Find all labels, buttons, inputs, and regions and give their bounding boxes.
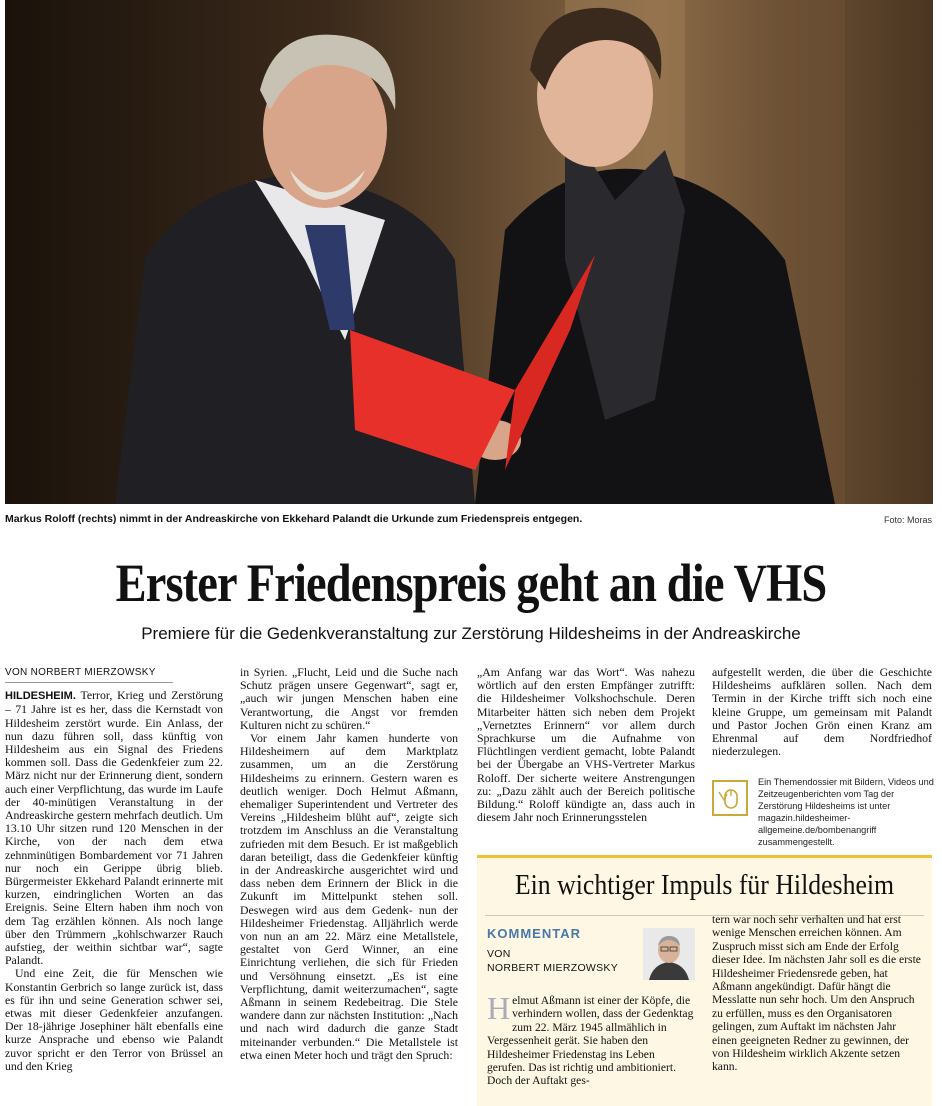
photo-caption: Markus Roloff (rechts) nimmt in der Andreaskirche von Ekkehard Palandt die Urkunde zum Friedenspreis entgegen. — [5, 513, 583, 525]
article-column-3 — [477, 666, 695, 824]
byline: VON NORBERT MIERZOWSKY — [5, 666, 173, 683]
paragraph: in Syrien. „Flucht, Leid und die Suche nach Schutz prägen unsere Gegenwart“, sagt er, „auch wir jungen Menschen haben eine Verantwortung, die Angst vor fremden Kulturen nicht zu schüren.“ — [240, 665, 458, 732]
dateline: HILDESHEIM. — [5, 690, 76, 703]
commentary-column-2: tern war noch sehr verhalten und hat erst wenige Menschen erreichen können. Am Zuspruch misst sich am Ende der Erfolg dieser Idee. Im nächsten Jahr soll es die erste Hildesheimer Friedensrede geben, hat Aßmann angekündigt. Dafür hängt die Messlatte nun sehr hoch. Um den Anspruch zu erfüllen, muss es den Organisatoren gelingen, zum Auftakt im nächsten Jahr einen geeigneten Redner zu gewinnen, der von Hildesheim wirklich Akzente setzen kann. — [712, 913, 921, 1074]
commentary-box — [477, 855, 932, 1106]
article-column-1 — [5, 666, 223, 1073]
paragraph-text: Terror, Krieg und Zerstörung – 71 Jahre ist es her, dass die Kernstadt von Hildesheim zerstört wurde. Ein Anlass, der nun dazu führen soll, dass künftig von Hildesheim aus ein Signal des Friedens kommen soll. Dass die Gedenkfeier zum 22. März nicht nur der Erinnerung dient, sondern auch einer Verpflichtung, das wurde im Laufe der 40-minütigen Veranstaltung in der Andreaskirche gestern mehrfach deutlich. Um 13.10 Uhr sitzen rund 120 Menschen in der Kirche, von der nach dem etwa zehnminütigen Bombardement vor 71 Jahren nur noch ein Gerippe übrig blieb. Bürgermeister Ekkehard Palandt erinnerte mit kurzen, eindringlichen Worten an das Ereignis. Seine Eltern haben ihm noch von dem Tag erzählen können. Als noch lange über den Trümmern „kohlschwarzer Rauch aufstieg, der weithin sichtbar war“, sagte Palandt. — [5, 688, 223, 968]
author-portrait — [643, 928, 695, 980]
paragraph: Vor einem Jahr kamen hunderte von Hildesheimern auf dem Marktplatz zusammen, um an die Zerstörung Hildesheims zu erinnern. Gestern waren es deutlich weniger. Doch Helmut Aßmann, ehemaliger Superintendent und Vertreter des Vereins „Hildesheim blüht auf“, zeigte sich trotzdem im Anschluss an die Veranstaltung zufrieden mit dem Besuch. Er ist maßgeblich daran beteiligt, dass die Gedenkfeier künftig in der Andreaskirche ausgerichtet wird und dass neben dem Erinnern der Blick in die Zukunft im Mittelpunkt stehen soll. Deswegen wird aus dem Gedenk- nun der Hildesheimer Friedenstag. Alljährlich werde von nun an am 22. März eine Metallstele, gestaltet von Gerd Winner, an eine Einrichtung verliehen, die sich für Frieden und Versöhnung einsetzt. „Es ist eine Verpflichtung, damit weiterzumachen“, sagte Aßmann in seinem Redebeitrag. Die Stele wandere dann zur nächsten Institution: „Nach und nach wird dadurch die ganze Stadt miteinander verbunden.“ Die Metallstele ist etwa einen Meter hoch und trägt den Spruch: — [240, 731, 458, 1062]
mouse-icon — [712, 780, 748, 816]
paragraph — [5, 689, 223, 967]
commentary-kicker: KOMMENTAR — [487, 926, 581, 941]
article-column-4 — [712, 666, 932, 758]
paragraph: Und eine Zeit, die für Menschen wie Konstantin Gerbrich so lange zurück ist, dass es für ihn und seine Generation schwer sei, etwas mit dieser Gedenkfeier anzufangen. Der 18-jährige Josephiner hält ebenfalls eine kurze Ansprache und ebenso wie Palandt zuvor spricht er den Terror von Brüssel an und den Krieg — [5, 966, 223, 1073]
article-photo — [5, 0, 933, 504]
commentary-by-label: VON — [487, 948, 511, 960]
subheadline: Premiere für die Gedenkveranstaltung zur Zerstörung Hildesheims in der Andreaskirche — [141, 624, 801, 643]
commentary-byline — [487, 947, 637, 975]
photo-illustration — [5, 0, 933, 504]
commentary-author: NORBERT MIERZOWSKY — [487, 962, 619, 974]
photo-credit: Foto: Moras — [883, 515, 932, 525]
dossier-teaser[interactable] — [712, 776, 934, 847]
commentary-column-1 — [487, 990, 695, 1088]
commentary-text-1: elmut Aßmann ist einer der Köpfe, die verhindern wollen, dass der Gedenktag zum 22. März 1945 allmählich in Vergessenheit gerät. Sie haben den Hildesheimer Friedenstag ins Leben gerufen. Das ist richtig und ambitioniert. Doch der Auftakt ges- — [487, 994, 694, 1088]
article-column-2 — [240, 666, 458, 1062]
paragraph: „Am Anfang war das Wort“. Was nahezu wörtlich auf den ersten Empfänger zutrifft: die Hildesheimer Volkshochschule. Deren Mitarbeiter hätten sich neben dem Projekt „Vernetztes Erinnern“ vor allem durch Sprachkurse um die Aufnahme von Flüchtlingen verdient gemacht, lobte Palandt bei der Übergabe an VHS-Vertreter Markus Roloff. Der sicherte weitere Anstrengungen zu: „Dazu zählt auch der Bereich politische Bildung.“ Roloff kündigte an, dass auch in diesem Jahr noch Erinnerungsstelen — [477, 665, 695, 825]
commentary-title: Ein wichtiger Impuls für Hildesheim — [514, 870, 895, 901]
drop-cap: H — [487, 990, 511, 1026]
paragraph: aufgestellt werden, die über die Geschichte Hildesheims aufklären sollen. Nach dem Termin in der Kirche trifft sich noch eine kleine Gruppe, um gemeinsam mit Palandt und Pastor Jochen Grön einen Kranz am Ehrenmal auf dem Nordfriedhof niederzulegen. — [712, 665, 932, 759]
dossier-text: Ein Themendossier mit Bildern, Videos und Zeitzeugenberichten vom Tag der Zerstörung Hildesheims ist unter magazin.hildesheimer-allgemeine.de/bombenangriff zusammengestellt. — [758, 777, 934, 847]
headline: Erster Friedenspreis geht an die VHS — [115, 553, 827, 613]
